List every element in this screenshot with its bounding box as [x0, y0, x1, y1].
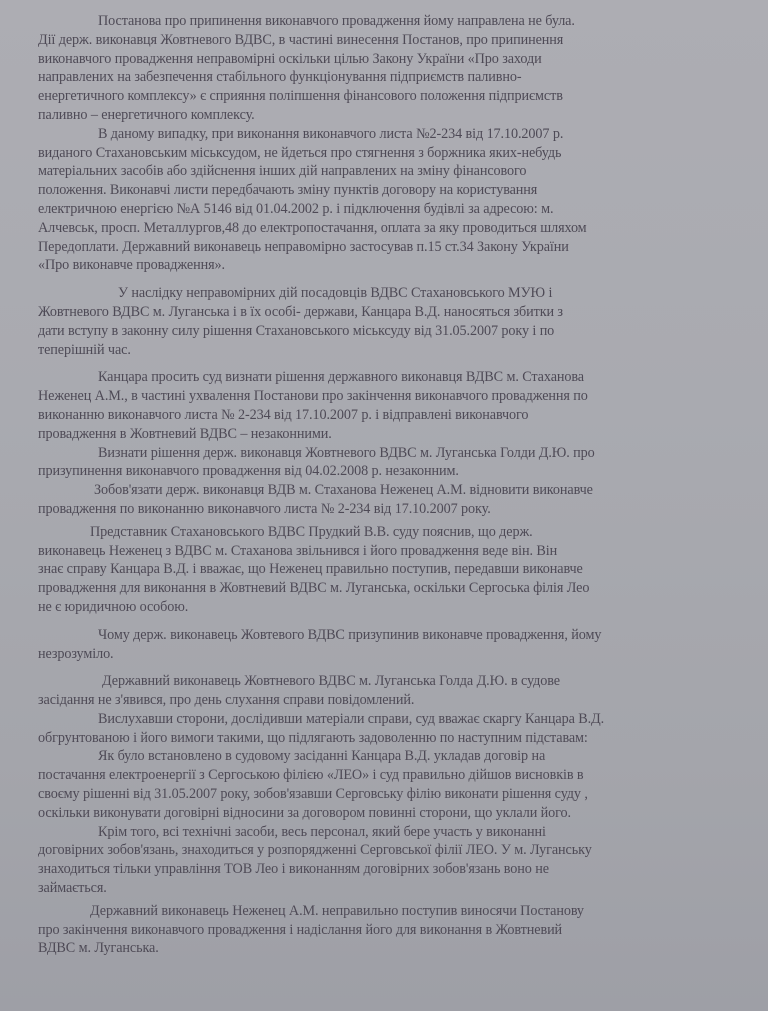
paragraph-11 — [38, 747, 740, 822]
paragraph-13 — [38, 902, 740, 958]
text-line: енергетичного комплексу» є сприяння поліпшення фінансового положення підприємств — [38, 88, 563, 105]
text-line: виконанню виконавчого листа № 2-234 від 17.10.2007 р. і відправлені виконавчого — [38, 406, 529, 423]
document-body — [38, 12, 740, 958]
text-line: постачання електроенергії з Сергоською філією «ЛЕО» і суд правильно дійшов висновків в — [38, 767, 584, 784]
text-line: Алчевськ, просп. Металлургов,48 до електропостачання, оплата за яку проводиться шляхом — [38, 219, 587, 236]
text-line: своєму рішенні від 31.05.2007 року, зобов'язавши Серговську філію виконати рішення суду , — [38, 786, 588, 803]
text-line: провадження по виконанню виконавчого листа № 2-234 від 17.10.2007 року. — [38, 500, 491, 517]
text-line: ВДВС м. Луганська. — [38, 940, 159, 957]
text-line: У наслідку неправомірних дій посадовців ВДВС Стахановського МУЮ і — [118, 285, 553, 302]
text-line: Визнати рішення держ. виконавця Жовтневого ВДВС м. Луганська Голди Д.Ю. про — [98, 444, 595, 461]
text-line: виконавець Неженец з ВДВС м. Стаханова звільнився і його провадження веде він. Він — [38, 542, 558, 559]
text-line: Неженец А.М., в частині ухвалення Постанови про закінчення виконавчого провадження по — [38, 388, 588, 405]
text-line: «Про виконавче провадження». — [38, 257, 225, 274]
text-line: засідання не з'явився, про день слухання справи повідомлений. — [38, 692, 415, 709]
text-line: Крім того, всі технічні засоби, весь персонал, який бере участь у виконанні — [98, 823, 546, 840]
paragraph-9 — [38, 672, 740, 710]
text-line: знає справу Канцара В.Д. і вважає, що Неженец правильно поступив, передавши виконавче — [38, 561, 583, 578]
text-line: займається. — [38, 880, 107, 897]
text-line: В даному випадку, при виконання виконавчого листа №2-234 від 17.10.2007 р. — [98, 125, 564, 142]
paragraph-5 — [38, 444, 740, 482]
text-line: договірних зобов'язань, знаходиться у розпорядженні Серговської філії ЛЕО. У м. Луганську — [38, 842, 592, 859]
text-line: Передоплати. Державний виконавець неправомірно застосував п.15 ст.34 Закону України — [38, 238, 569, 255]
text-line: матеріальних засобів або здійснення інших дій направлених на зміну фінансового — [38, 163, 527, 180]
text-line: Канцара просить суд визнати рішення державного виконавця ВДВС м. Стаханова — [98, 369, 584, 386]
paragraph-8 — [38, 626, 740, 664]
paragraph-4 — [38, 368, 740, 443]
paragraph-3 — [38, 284, 740, 359]
text-line: Жовтневого ВДВС м. Луганська і в їх особі- держави, Канцара В.Д. наносяться збитки з — [38, 303, 563, 320]
text-line: обгрунтованою і його вимоги такими, що підлягають задоволенню по наступним підставам: — [38, 729, 588, 746]
text-line: Дії держ. виконавця Жовтневого ВДВС, в частині винесення Постанов, про припинення — [38, 31, 564, 48]
paragraph-12 — [38, 823, 740, 898]
text-line: електричною енергією №А 5146 від 01.04.2002 р. і підключення будівлі за адресою: м. — [38, 200, 554, 217]
paragraph-2 — [38, 125, 740, 275]
text-line: Вислухавши сторони, дослідивши матеріали справи, суд вважає скаргу Канцара В.Д. — [98, 710, 605, 727]
text-line: Зобов'язати держ. виконавця ВДВ м. Стаханова Неженец А.М. відновити виконавче — [94, 482, 593, 499]
text-line: дати вступу в законну силу рішення Стахановського міськсуду від 31.05.2007 року і по — [38, 322, 555, 339]
text-line: Державний виконавець Неженец А.М. неправильно поступив виносячи Постанову — [90, 902, 584, 919]
text-line: про закінчення виконавчого провадження і надіслання його для виконання в Жовтневий — [38, 921, 563, 938]
text-line: виданого Стахановським міськсудом, не йдеться про стягнення з боржника яких-небудь — [38, 144, 562, 161]
text-line: положення. Виконавчі листи передбачають зміну пунктів договору на користування — [38, 182, 538, 199]
text-line: незрозуміло. — [38, 645, 114, 662]
text-line: Державний виконавець Жовтневого ВДВС м. Луганська Голда Д.Ю. в судове — [102, 673, 560, 690]
text-line: виконавчого провадження неправомірні оскільки цілью Закону України «Про заходи — [38, 50, 542, 67]
text-line: знаходиться тільки управління ТОВ Лео і виконанням договірних зобов'язань воно не — [38, 861, 549, 878]
text-line: провадження в Жовтневий ВДВС – незаконними. — [38, 425, 332, 442]
text-line: паливно – енергетичного комплексу. — [38, 106, 255, 123]
text-line: теперішній час. — [38, 341, 131, 358]
text-line: направлених на забезпечення стабільного функціонування підприємств паливно- — [38, 69, 522, 86]
text-line: призупинення виконавчого провадження від 04.02.2008 р. незаконним. — [38, 463, 459, 480]
paragraph-7 — [38, 523, 740, 617]
text-line: Чому держ. виконавець Жовтевого ВДВС призупинив виконавче провадження, йому — [98, 626, 602, 643]
paragraph-10 — [38, 710, 740, 748]
text-line: не є юридичною особою. — [38, 598, 189, 615]
text-line: Представник Стахановського ВДВС Прудкий В.В. суду пояснив, що держ. — [90, 523, 533, 540]
text-line: Постанова про припинення виконавчого провадження йому направлена не була. — [98, 13, 575, 29]
text-line: оскільки виконувати договірні відносини за договором повинні сторони, що уклали його. — [38, 804, 571, 821]
text-line: Як було встановлено в судовому засіданні Канцара В.Д. укладав договір на — [98, 748, 546, 765]
paragraph-6 — [38, 481, 740, 519]
text-line: провадження для виконання в Жовтневий ВДВС м. Луганська, оскільки Сергоська філія Лео — [38, 580, 590, 597]
paragraph-1 — [38, 12, 740, 125]
